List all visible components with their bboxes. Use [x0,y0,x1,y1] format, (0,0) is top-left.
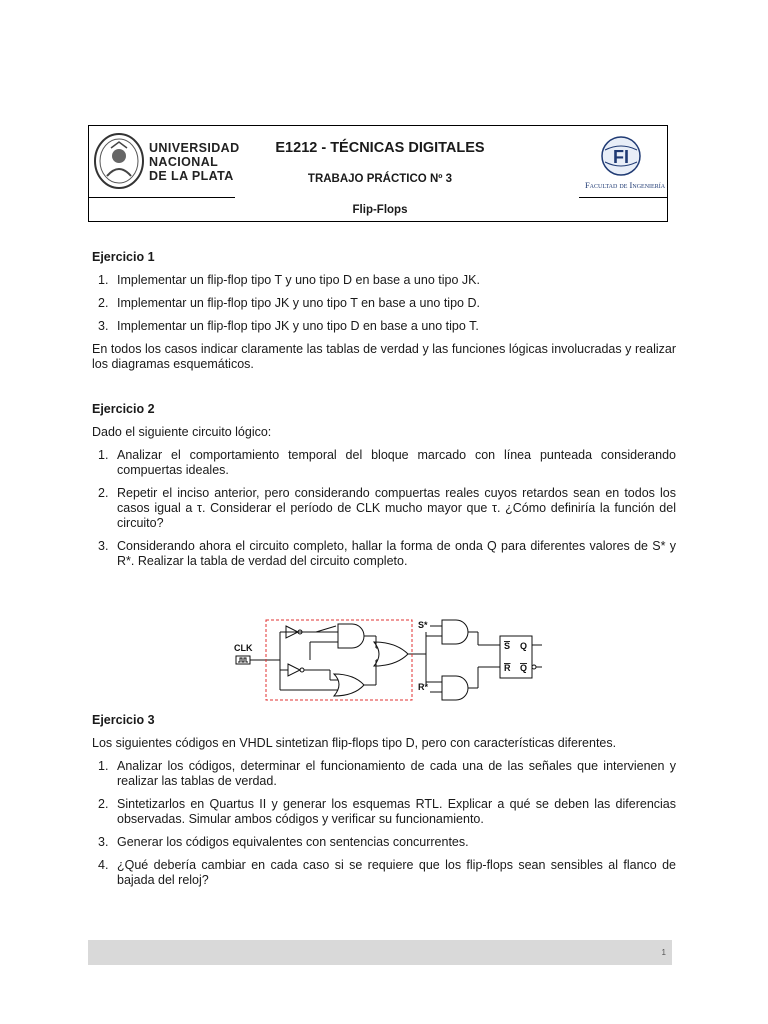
exercise-1-title: Ejercicio 1 [92,250,155,264]
document-body [92,250,676,896]
list-item: 2. Repetir el inciso anterior, pero considerando compuertas reales cuyos retardos sean en todos los casos igual a τ. Considerar el período de CLK mucho mayor que τ. ¿Cómo definiría la función del circuito? [98,486,676,530]
ff-q-label: Q [520,641,528,651]
s-star-label: S* [418,620,428,630]
list-item: 3. Generar los códigos equivalentes con sentencias concurrentes. [98,835,469,849]
or-gate-icon [374,642,408,666]
exercise-3-title: Ejercicio 3 [92,713,155,727]
page-number: 1 [661,948,666,957]
list-item: 2. Implementar un flip-flop tipo JK y uno tipo T en base a uno tipo D. [98,296,480,310]
university-name: UNIVERSIDAD NACIONAL DE LA PLATA [149,141,240,183]
unlp-logo [93,132,240,192]
list-item: 2. Sintetizarlos en Quartus II y generar los esquemas RTL. Explicar a qué se deben las diferencias observadas. Simular ambos códigos y verificar su funcionamiento. [98,797,676,826]
clk-label: CLK [234,643,253,653]
ff-r-label: R [504,663,511,673]
and-gate-icon [442,676,468,700]
exercise-2-title: Ejercicio 2 [92,402,155,416]
exercise-3-intro: Los siguientes códigos en VHDL sintetizan flip-flops tipo D, pero con características diferentes. [92,736,617,750]
exercise-3-list [92,759,676,888]
list-item: 1. Analizar los códigos, determinar el funcionamiento de cada una de las señales que intervienen y realizar las tablas de verdad. [98,759,676,788]
unlp-seal-icon [93,132,145,190]
logic-circuit-diagram [230,612,550,712]
and-gate-icon [442,620,468,644]
header-box [88,125,668,222]
ff-qbar-label: Q [520,663,528,673]
faculty-caption: Facultad de Ingeniería [584,180,666,190]
header-divider-right [579,197,668,198]
faculty-initials: FI [613,147,629,167]
list-item: 3. Considerando ahora el circuito completo, hallar la forma de onda Q para diferentes valores de S* y R*. Realizar la tabla de verdad del circuito completo. [98,539,676,568]
exercise-2-list [92,448,676,569]
list-item: 3. Implementar un flip-flop tipo JK y uno tipo D en base a uno tipo T. [98,319,479,333]
r-star-label: R* [418,682,429,692]
exercise-1-list [92,273,676,334]
faculty-logo [583,132,667,192]
not-gate-icon [288,664,300,676]
topic-title: Flip-Flops [352,204,408,216]
faculty-seal-icon [599,136,643,176]
list-item: 4. ¿Qué debería cambiar en cada caso si se requiere que los flip-flops sean sensibles al flanco de bajada del reloj? [98,858,676,887]
exercise-2-intro: Dado el siguiente circuito lógico: [92,425,272,439]
list-item: 1. Analizar el comportamiento temporal del bloque marcado con línea punteada considerando compuertas ideales. [98,448,676,477]
assignment-title: TRABAJO PRÁCTICO Nº 3 [307,173,453,185]
exercise-1-note: En todos los casos indicar claramente las tablas de verdad y las funciones lógicas involucradas y realizar los diagramas esquemáticos. [92,342,676,371]
page-footer [88,940,672,965]
ff-s-label: S [504,641,511,651]
clk-source-icon [236,656,250,664]
list-item: 1. Implementar un flip-flop tipo T y uno tipo D en base a uno tipo JK. [98,273,480,287]
course-title: E1212 - TÉCNICAS DIGITALES [275,140,485,156]
and-gate-icon [338,624,364,648]
or-gate-icon [334,674,364,696]
header-divider-left [89,197,235,198]
